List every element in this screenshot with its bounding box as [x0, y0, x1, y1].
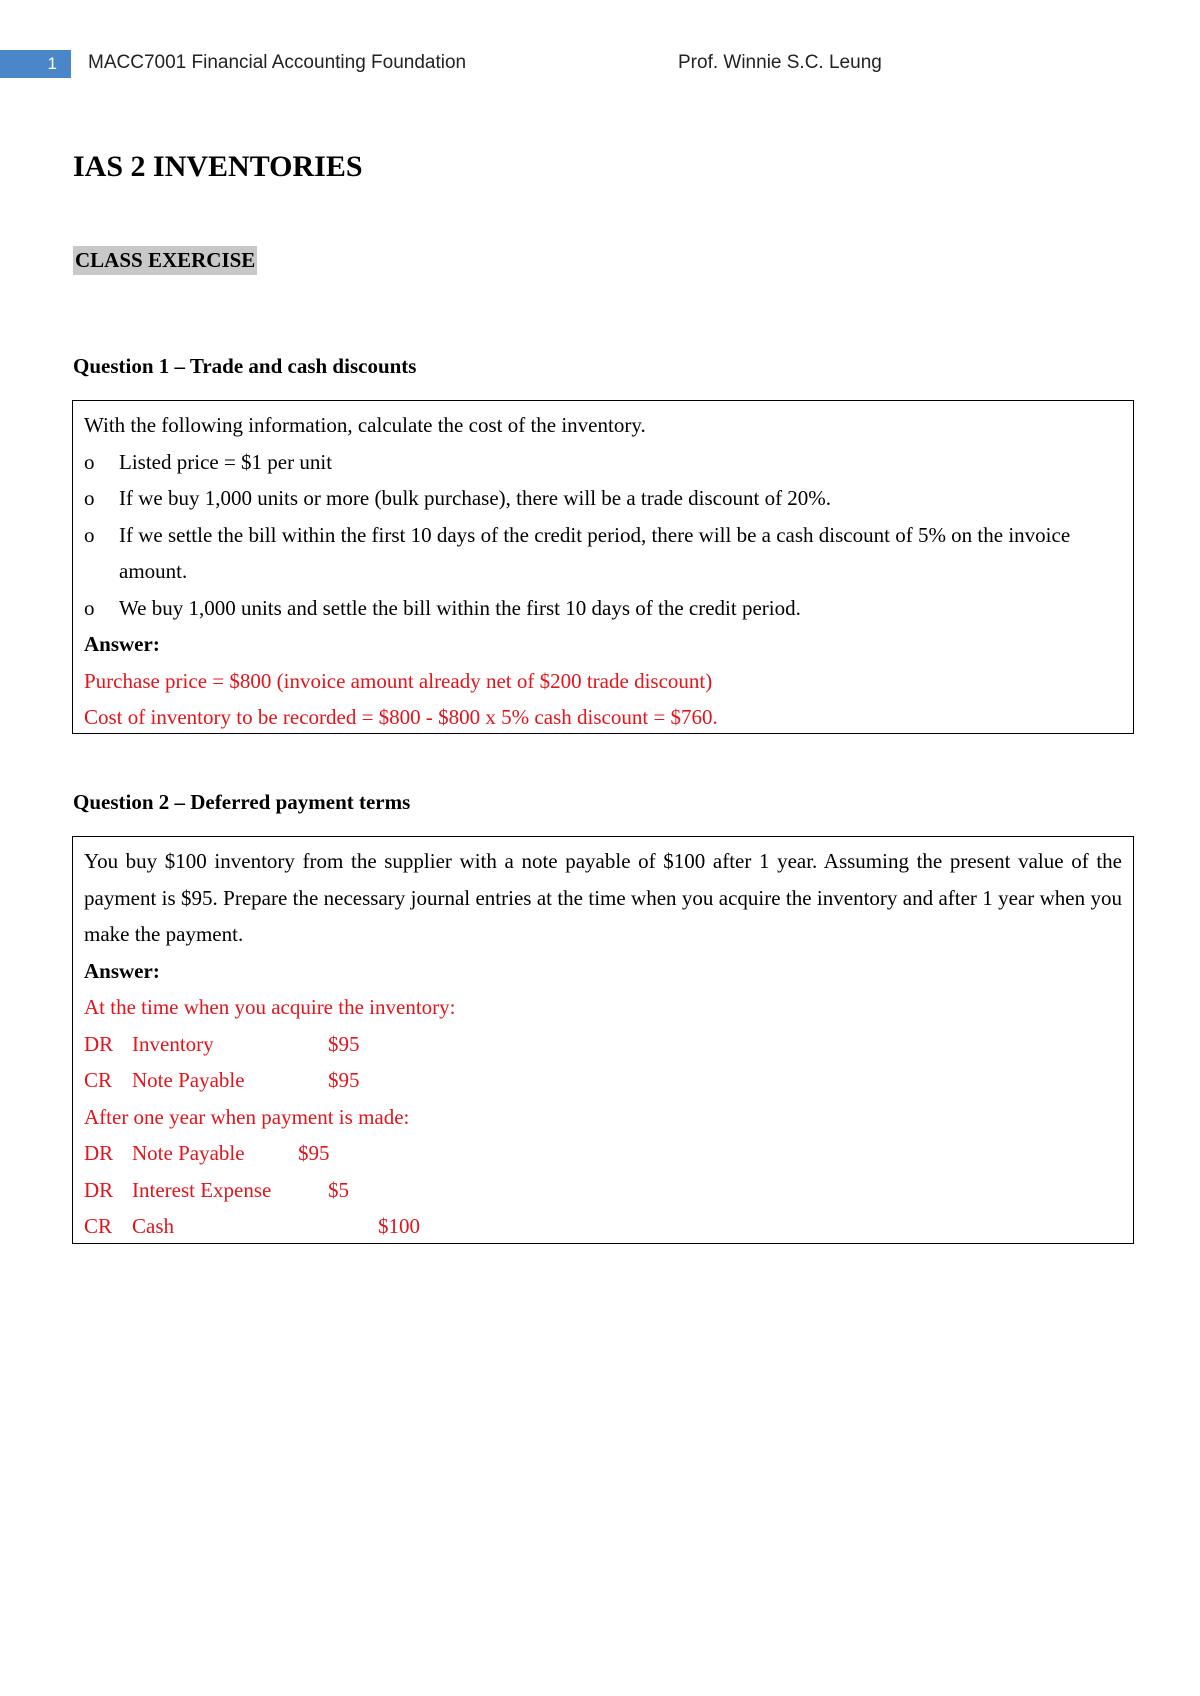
journal-side: DR [84, 1177, 114, 1202]
journal-account: Note Payable [132, 1068, 245, 1092]
journal-account: Note Payable [132, 1141, 245, 1165]
list-item [84, 517, 1122, 590]
journal-amount: $95 [298, 1141, 330, 1165]
question-2-box [72, 836, 1134, 1244]
journal-row [84, 1135, 1122, 1172]
header-course-title: MACC7001 Financial Accounting Foundation [88, 52, 467, 73]
journal-row [84, 1026, 1122, 1063]
journal-caption: At the time when you acquire the inventory: [84, 995, 456, 1019]
journal-row [84, 1062, 1122, 1099]
journal-account: Cash [132, 1214, 174, 1238]
bullet-text: If we buy 1,000 units or more (bulk purchase), there will be a trade discount of 20%. [119, 486, 832, 510]
journal-account: Interest Expense [132, 1177, 272, 1202]
bullet-icon: o [84, 486, 95, 510]
journal-caption: After one year when payment is made: [84, 1104, 410, 1129]
answer-line: Purchase price = $800 (invoice amount already net of $200 trade discount) [84, 668, 713, 693]
journal-side: CR [84, 1214, 113, 1238]
question-1-intro: With the following information, calculate the cost of the inventory. [84, 413, 646, 437]
question-1-box [72, 400, 1134, 734]
bullet-text: Listed price = $1 per unit [119, 449, 333, 474]
bullet-icon: o [84, 595, 95, 620]
journal-amount: $5 [328, 1177, 349, 1202]
journal-row [84, 1208, 1122, 1245]
page-title: IAS 2 INVENTORIES [73, 150, 363, 183]
question-1-heading: Question 1 – Trade and cash discounts [73, 354, 417, 378]
answer-label: Answer: [84, 632, 160, 656]
question-2-heading: Question 2 – Deferred payment terms [73, 790, 411, 814]
list-item [84, 480, 1122, 517]
answer-label: Answer: [84, 958, 160, 983]
bullet-text: If we settle the bill within the first 10 days of the credit period, there will be a cash discount of 5% on the invoice amount. [119, 522, 1071, 583]
bullet-icon: o [84, 522, 95, 547]
journal-side: CR [84, 1068, 113, 1092]
page-number: 1 [0, 50, 71, 78]
journal-amount: $95 [328, 1068, 360, 1092]
bullet-text: We buy 1,000 units and settle the bill within the first 10 days of the credit period. [119, 595, 801, 620]
journal-amount: $95 [328, 1031, 360, 1056]
header-professor: Prof. Winnie S.C. Leung [678, 52, 882, 73]
bullet-icon: o [84, 449, 95, 474]
list-item [84, 444, 1122, 481]
journal-row [84, 1172, 1122, 1209]
journal-side: DR [84, 1031, 114, 1056]
journal-account: Inventory [132, 1031, 214, 1056]
question-2-prompt: You buy $100 inventory from the supplier with a note payable of $100 after 1 year. Assuming the present value of the payment is $95. Prepare the necessary journal entries at the time when you acquire the inventory and after 1 year when you make the payment. [84, 849, 1122, 946]
journal-amount: $100 [378, 1214, 420, 1238]
section-label: CLASS EXERCISE [73, 246, 257, 275]
answer-line: Cost of inventory to be recorded = $800 - $800 x 5% cash discount = $760. [84, 705, 718, 729]
list-item [84, 590, 1122, 627]
journal-side: DR [84, 1141, 114, 1165]
